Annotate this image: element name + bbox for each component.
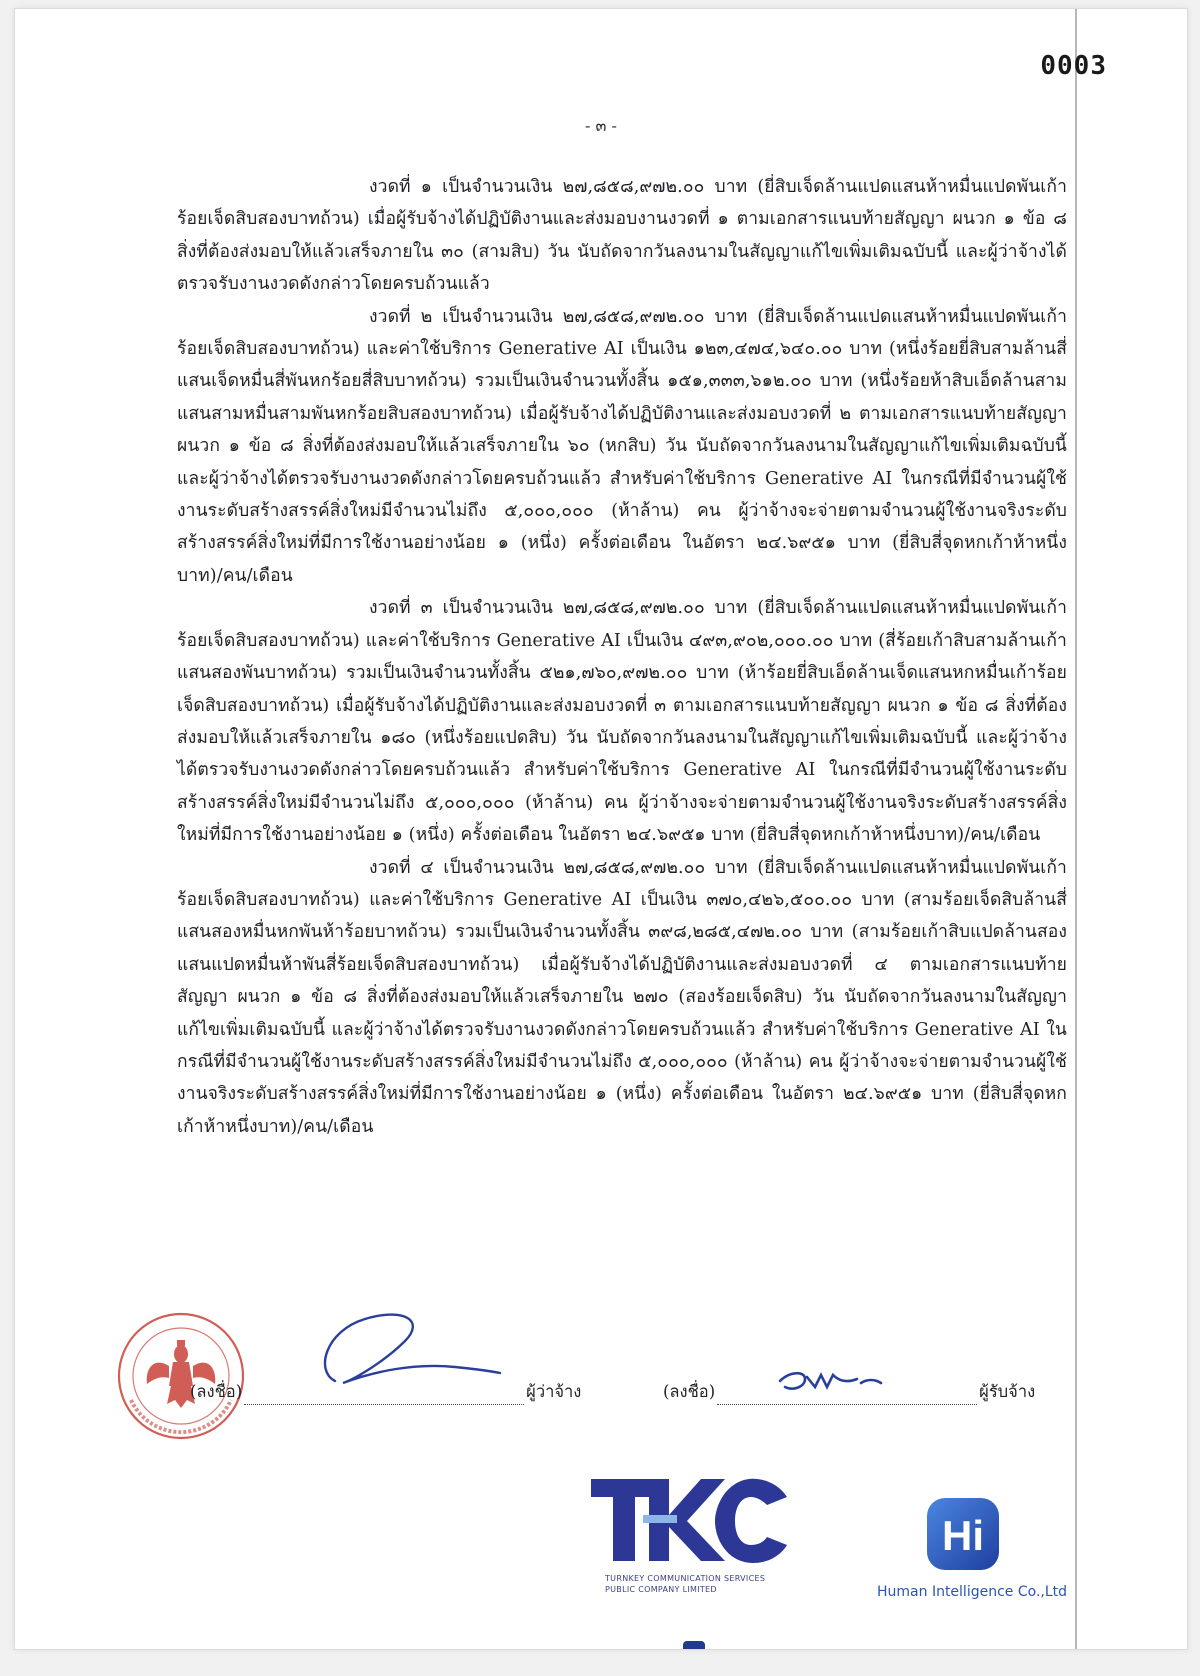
employer-role-label: ผู้ว่าจ้าง [526,1382,582,1401]
installment-3-paragraph: งวดที่ ๓ เป็นจำนวนเงิน ๒๗,๘๕๘,๙๗๒.๐๐ บาท (ยี่สิบเจ็ดล้านแปดแสนห้าหมื่นแปดพันเก้าร้อยเจ็ดสิบสองบาทถ้วน) และค่าใช้บริการ Generative AI เป็นเงิน ๔๙๓,๙๐๒,๐๐๐.๐๐ บาท (สี่ร้อยเก้าสิบสามล้านเก้าแสนสองพันบาทถ้วน) รวมเป็นเงินจำนวนทั้งสิ้น ๕๒๑,๗๖๐,๙๗๒.๐๐ บาท (ห้าร้อยยี่สิบเอ็ดล้านเจ็ดแสนหกหมื่นเก้าร้อยเจ็ดสิบสองบาทถ้วน) เมื่อผู้รับจ้างได้ปฏิบัติงานและส่งมอบงวดที่ ๓ ตามเอกสารแนบท้ายสัญญา ผนวก ๑ ข้อ ๘ สิ่งที่ต้องส่งมอบให้แล้วเสร็จภายใน ๑๘๐ (หนึ่งร้อยแปดสิบ) วัน นับถัดจากวันลงนามในสัญญาแก้ไขเพิ่มเติมฉบับนี้ และผู้ว่าจ้างได้ตรวจรับงานงวดดังกล่าวโดยครบถ้วนแล้ว สำหรับค่าใช้บริการ Generative AI ในกรณีที่มีจำนวนผู้ใช้งานระดับสร้างสรรค์สิ่งใหม่มีจำนวนไม่ถึง ๕,๐๐๐,๐๐๐ (ห้าล้าน) คน ผู้ว่าจ้างจะจ่ายตามจำนวนผู้ใช้งานจริงระดับสร้างสรรค์สิ่งใหม่ที่มีการใช้งานอย่างน้อย ๑ (หนึ่ง) ครั้งต่อเดือน ในอัตรา ๒๔.๖๙๕๑ บาท (ยี่สิบสี่จุดหกเก้าห้าหนึ่งบาท)/คน/เดือน [177,598,1067,846]
contractor-dotted-line [717,1386,977,1405]
tkc-logo-mark [591,1475,791,1567]
bottom-edge-mark [683,1641,705,1649]
contractor-signature-line [663,1379,1035,1405]
hi-company-name: Human Intelligence Co.,Ltd [877,1584,1068,1600]
installment-2-paragraph: งวดที่ ๒ เป็นจำนวนเงิน ๒๗,๘๕๘,๙๗๒.๐๐ บาท (ยี่สิบเจ็ดล้านแปดแสนห้าหมื่นแปดพันเก้าร้อยเจ็ดสิบสองบาทถ้วน) และค่าใช้บริการ Generative AI เป็นเงิน ๑๒๓,๔๗๔,๖๔๐.๐๐ บาท (หนึ่งร้อยยี่สิบสามล้านสี่แสนเจ็ดหมื่นสี่พันหกร้อยสี่สิบบาทถ้วน) รวมเป็นเงินจำนวนทั้งสิ้น ๑๕๑,๓๓๓,๖๑๒.๐๐ บาท (หนึ่งร้อยห้าสิบเอ็ดล้านสามแสนสามหมื่นสามพันหกร้อยสิบสองบาทถ้วน) เมื่อผู้รับจ้างได้ปฏิบัติงานและส่งมอบงวดที่ ๒ ตามเอกสารแนบท้ายสัญญา ผนวก ๑ ข้อ ๘ สิ่งที่ต้องส่งมอบให้แล้วเสร็จภายใน ๖๐ (หกสิบ) วัน นับถัดจากวันลงนามในสัญญาแก้ไขเพิ่มเติมฉบับนี้ และผู้ว่าจ้างได้ตรวจรับงานงวดดังกล่าวโดยครบถ้วนแล้ว สำหรับค่าใช้บริการ Generative AI ในกรณีที่มีจำนวนผู้ใช้งานระดับสร้างสรรค์สิ่งใหม่มีจำนวนไม่ถึง ๕,๐๐๐,๐๐๐ (ห้าล้าน) คน ผู้ว่าจ้างจะจ่ายตามจำนวนผู้ใช้งานจริงระดับสร้างสรรค์สิ่งใหม่ที่มีการใช้งานอย่างน้อย ๑ (หนึ่ง) ครั้งต่อเดือน ในอัตรา ๒๔.๖๙๕๑ บาท (ยี่สิบสี่จุดหกเก้าห้าหนึ่งบาท)/คน/เดือน [177,306,1067,586]
installment-4-paragraph: งวดที่ ๔ เป็นจำนวนเงิน ๒๗,๘๕๘,๙๗๒.๐๐ บาท (ยี่สิบเจ็ดล้านแปดแสนห้าหมื่นแปดพันเก้าร้อยเจ็ดสิบสองบาทถ้วน) และค่าใช้บริการ Generative AI เป็นเงิน ๓๗๐,๔๒๖,๕๐๐.๐๐ บาท (สามร้อยเจ็ดสิบล้านสี่แสนสองหมื่นหกพันห้าร้อยบาทถ้วน) รวมเป็นเงินจำนวนทั้งสิ้น ๓๙๘,๒๘๕,๔๗๒.๐๐ บาท (สามร้อยเก้าสิบแปดล้านสองแสนแปดหมื่นห้าพันสี่ร้อยเจ็ดสิบสองบาทถ้วน) เมื่อผู้รับจ้างได้ปฏิบัติงานและส่งมอบงวดที่ ๔ ตามเอกสารแนบท้ายสัญญา ผนวก ๑ ข้อ ๘ สิ่งที่ต้องส่งมอบให้แล้วเสร็จภายใน ๒๗๐ (สองร้อยเจ็ดสิบ) วัน นับถัดจากวันลงนามในสัญญาแก้ไขเพิ่มเติมฉบับนี้ และผู้ว่าจ้างได้ตรวจรับงานงวดดังกล่าวโดยครบถ้วนแล้ว สำหรับค่าใช้บริการ Generative AI ในกรณีที่มีจำนวนผู้ใช้งานระดับสร้างสรรค์สิ่งใหม่มีจำนวนไม่ถึง ๕,๐๐๐,๐๐๐ (ห้าล้าน) คน ผู้ว่าจ้างจะจ่ายตามจำนวนผู้ใช้งานจริงระดับสร้างสรรค์สิ่งใหม่ที่มีการใช้งานอย่างน้อย ๑ (หนึ่ง) ครั้งต่อเดือน ในอัตรา ๒๔.๖๙๕๑ บาท (ยี่สิบสี่จุดหกเก้าห้าหนึ่งบาท)/คน/เดือน [177,857,1067,1137]
garuda-seal-stamp [109,1304,254,1449]
hi-badge-icon [923,1494,1003,1574]
hi-company-logo [873,1494,1093,1600]
contractor-role-label: ผู้รับจ้าง [979,1382,1036,1401]
tkc-company-name: TURNKEY COMMUNICATION SERVICES PUBLIC COMPANY LIMITED [605,1574,766,1594]
employer-sign-prefix: (ลงชื่อ) [190,1382,243,1401]
document-page [14,8,1188,1650]
document-number: 0003 [1040,51,1107,81]
contractor-sign-prefix: (ลงชื่อ) [663,1382,716,1401]
svg-text:Hi: Hi [942,1512,984,1559]
page-number: - ๓ - [585,116,617,135]
installment-1-paragraph: งวดที่ ๑ เป็นจำนวนเงิน ๒๗,๘๕๘,๙๗๒.๐๐ บาท (ยี่สิบเจ็ดล้านแปดแสนห้าหมื่นแปดพันเก้าร้อยเจ็ดสิบสองบาทถ้วน) เมื่อผู้รับจ้างได้ปฏิบัติงานและส่งมอบงานงวดที่ ๑ ตามเอกสารแนบท้ายสัญญา ผนวก ๑ ข้อ ๘ สิ่งที่ต้องส่งมอบให้แล้วเสร็จภายใน ๓๐ (สามสิบ) วัน นับถัดจากวันลงนามในสัญญาแก้ไขเพิ่มเติมฉบับนี้ และผู้ว่าจ้างได้ตรวจรับงานงวดดังกล่าวโดยครบถ้วนแล้ว [177,177,1067,295]
scan-edge-line [1075,9,1077,1649]
tkc-company-logo [591,1475,791,1595]
employer-dotted-line [244,1386,524,1405]
contract-body [177,171,1067,1143]
employer-signature-line [190,1379,581,1405]
